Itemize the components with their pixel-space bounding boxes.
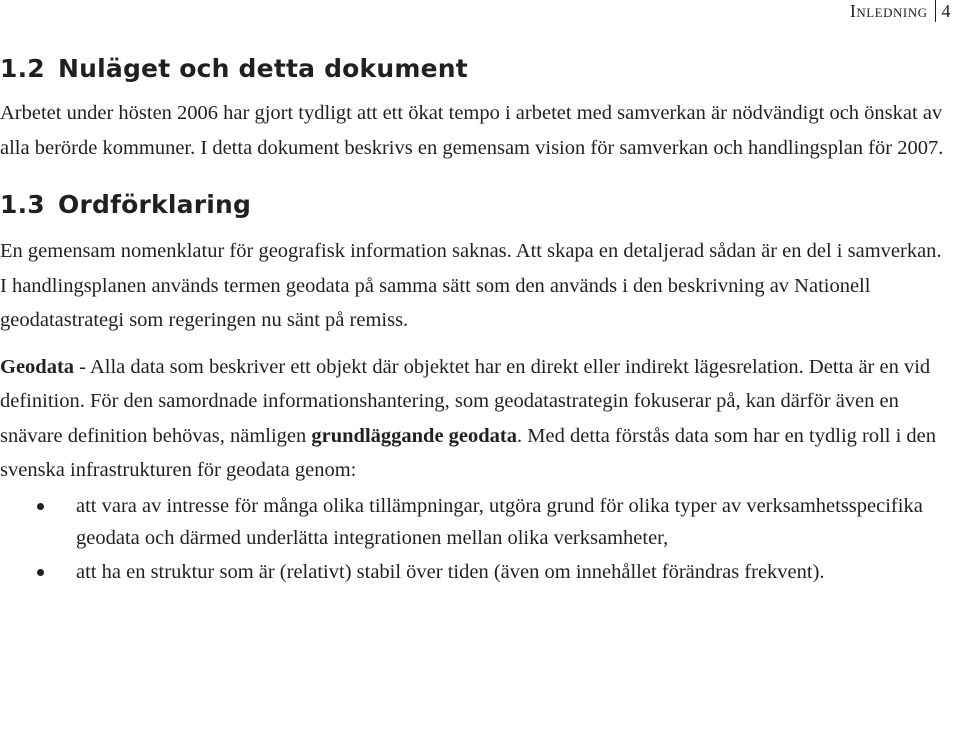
section-paragraph: En gemensam nomenklatur för geografisk information saknas. Att skapa en detaljerad sådan är en del i samverkan. I handlingsplanen används termen geodata på samma sätt som den används i den beskrivning av Nationell geodatastrategi som regeringen nu sänt på remiss. <box>0 240 942 331</box>
bullet-list <box>0 490 950 588</box>
geodata-definition-text-continued: . Med detta förstås data som har en tydlig roll i den svenska infrastrukturen för geodata genom: <box>0 424 937 481</box>
list-item <box>0 490 950 554</box>
section-heading-1-2 <box>0 52 950 86</box>
section-heading-1-3 <box>0 188 950 222</box>
running-header <box>850 0 951 22</box>
geodata-definition-paragraph <box>0 350 950 488</box>
list-item-text: att vara av intresse för många olika tillämpningar, utgöra grund för olika typer av verksamhetsspecifika geodata och därmed underlätta integrationen mellan olika verksamheter, <box>76 494 923 549</box>
grundlaggande-geodata-term: grundläggande geodata <box>311 424 518 447</box>
section-title: Nuläget och detta dokument <box>58 54 468 83</box>
bullet-icon <box>37 569 44 576</box>
section-number: 1.3 <box>0 190 45 219</box>
bullet-icon <box>37 503 44 510</box>
page-number: 4 <box>941 1 951 21</box>
section-title: Ordförklaring <box>58 190 252 219</box>
document-body <box>0 52 950 588</box>
running-header-title: Inledning <box>850 0 936 22</box>
geodata-definition-text: - Alla data som beskriver ett objekt där objektet har en direkt eller indirekt lägesrelation. Detta är en vid definition. För den samordnade informationshantering, som geodatastrategin fokuserar på, kan därför även en snävare definition behövas, nämligen <box>0 355 931 447</box>
section-paragraph: Arbetet under hösten 2006 har gjort tydligt att ett ökat tempo i arbetet med samverkan är nödvändigt och önskat av alla berörde kommuner. I detta dokument beskrivs en gemensam vision för samverkan och handlingsplan för 2007. <box>0 102 944 159</box>
section-number: 1.2 <box>0 54 45 83</box>
list-item <box>0 556 950 588</box>
geodata-term: Geodata <box>0 355 75 378</box>
list-item-text: att ha en struktur som är (relativt) stabil över tiden (även om innehållet förändras frekvent). <box>76 560 825 583</box>
